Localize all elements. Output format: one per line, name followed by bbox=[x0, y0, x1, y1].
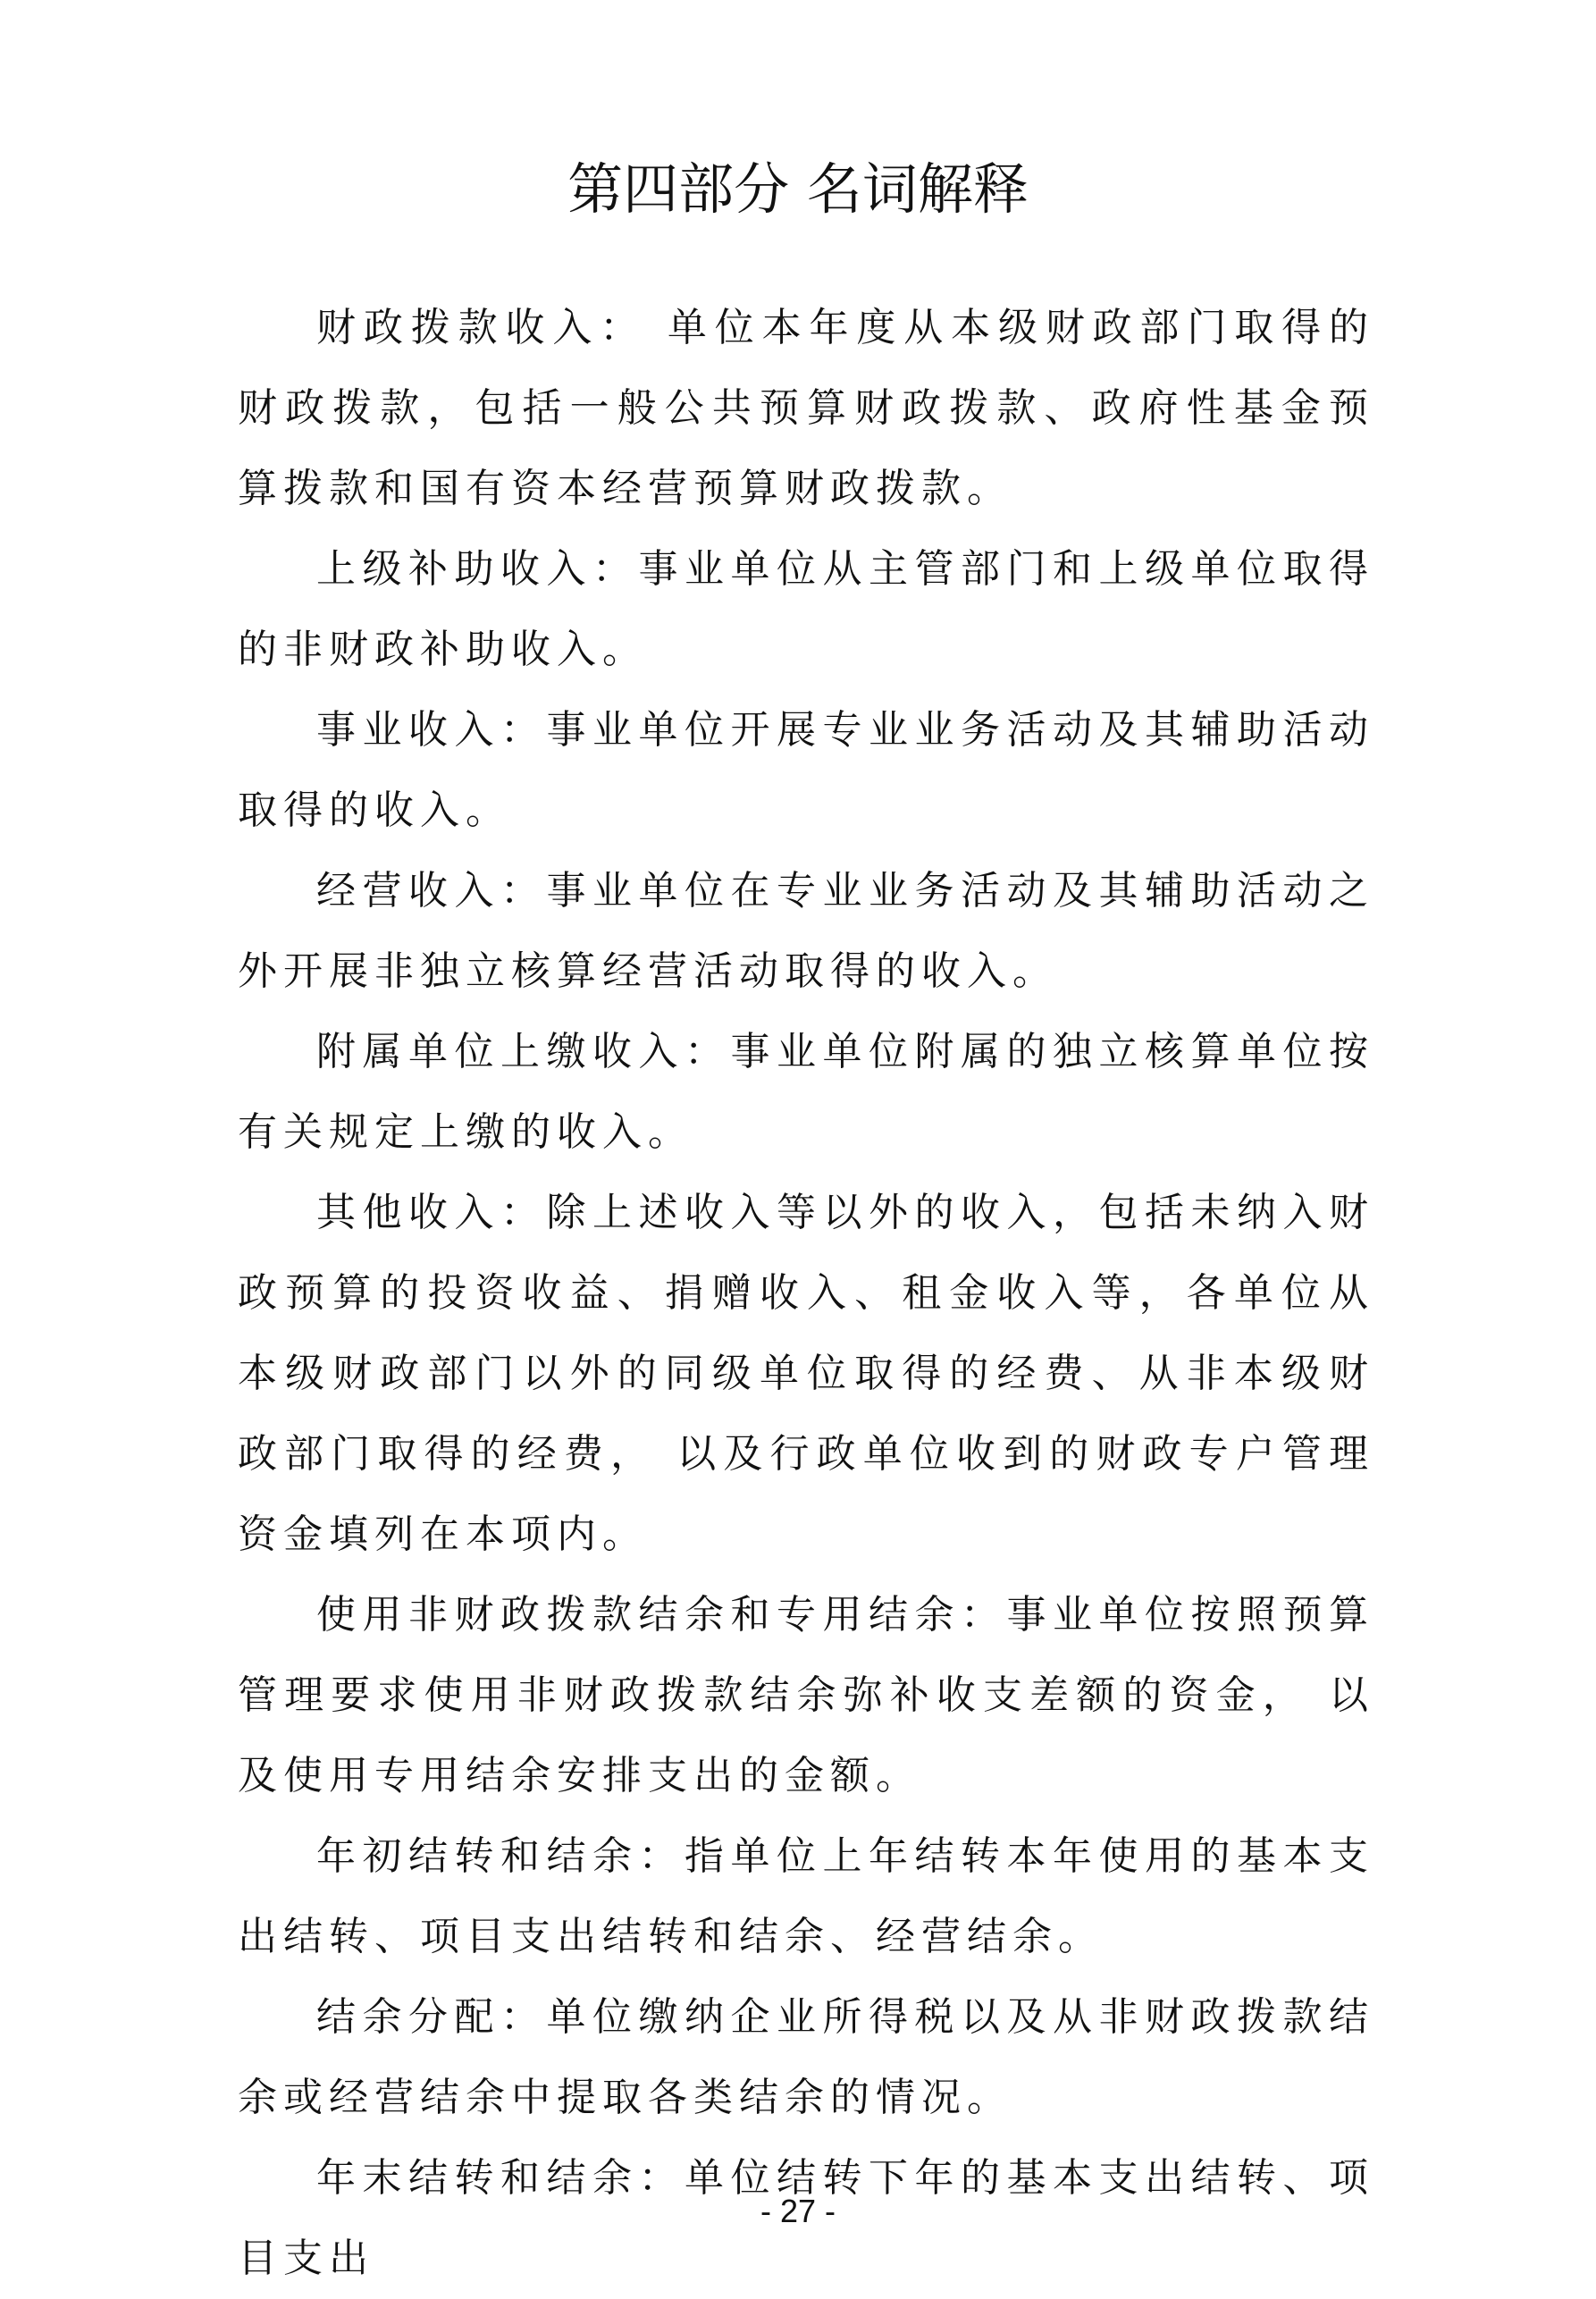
paragraph-other-income: 其他收入：除上述收入等以外的收入，包括未纳入财政预算的投资收益、捐赠收入、租金收入等，各单位从本级财政部门以外的同级单位取得的经费、从非本级财政部门取得的经费， 以及行政单位收到的财政专户管理资金填列在本项内。 bbox=[238, 1190, 1374, 1557]
paragraph-affiliated-unit-income: 附属单位上缴收入：事业单位附属的独立核算单位按有关规定上缴的收入。 bbox=[238, 1029, 1374, 1155]
paragraph-operating-income: 经营收入：事业单位在专业业务活动及其辅助活动之外开展非独立核算经营活动取得的收入。 bbox=[238, 868, 1374, 994]
page-title: 第四部分 名词解释 bbox=[567, 156, 1029, 222]
paragraph-balance-distribution: 结余分配：单位缴纳企业所得税以及从非财政拨款结余或经营结余中提取各类结余的情况。 bbox=[238, 1994, 1374, 2120]
paragraph-beginning-carryover: 年初结转和结余：指单位上年结转本年使用的基本支出结转、项目支出结转和结余、经营结余。 bbox=[238, 1833, 1374, 1959]
paragraph-business-income: 事业收入：事业单位开展专业业务活动及其辅助活动取得的收入。 bbox=[238, 707, 1374, 833]
paragraph-fiscal-appropriation-income: 财政拨款收入： 单位本年度从本级财政部门取得的财政拨款，包括一般公共预算财政拨款、政府性基金预算拨款和国有资本经营预算财政拨款。 bbox=[238, 305, 1374, 511]
paragraph-use-of-non-fiscal-balance: 使用非财政拨款结余和专用结余：事业单位按照预算管理要求使用非财政拨款结余弥补收支差额的资金， 以及使用专用结余安排支出的金额。 bbox=[238, 1592, 1374, 1798]
document-body bbox=[238, 288, 1374, 2299]
paragraph-superior-subsidy-income: 上级补助收入：事业单位从主管部门和上级单位取得的非财政补助收入。 bbox=[238, 546, 1374, 672]
paragraph-year-end-carryover: 年末结转和结余：单位结转下年的基本支出结转、项目支出 bbox=[238, 2155, 1374, 2281]
page-number: - 27 - bbox=[760, 2193, 836, 2229]
